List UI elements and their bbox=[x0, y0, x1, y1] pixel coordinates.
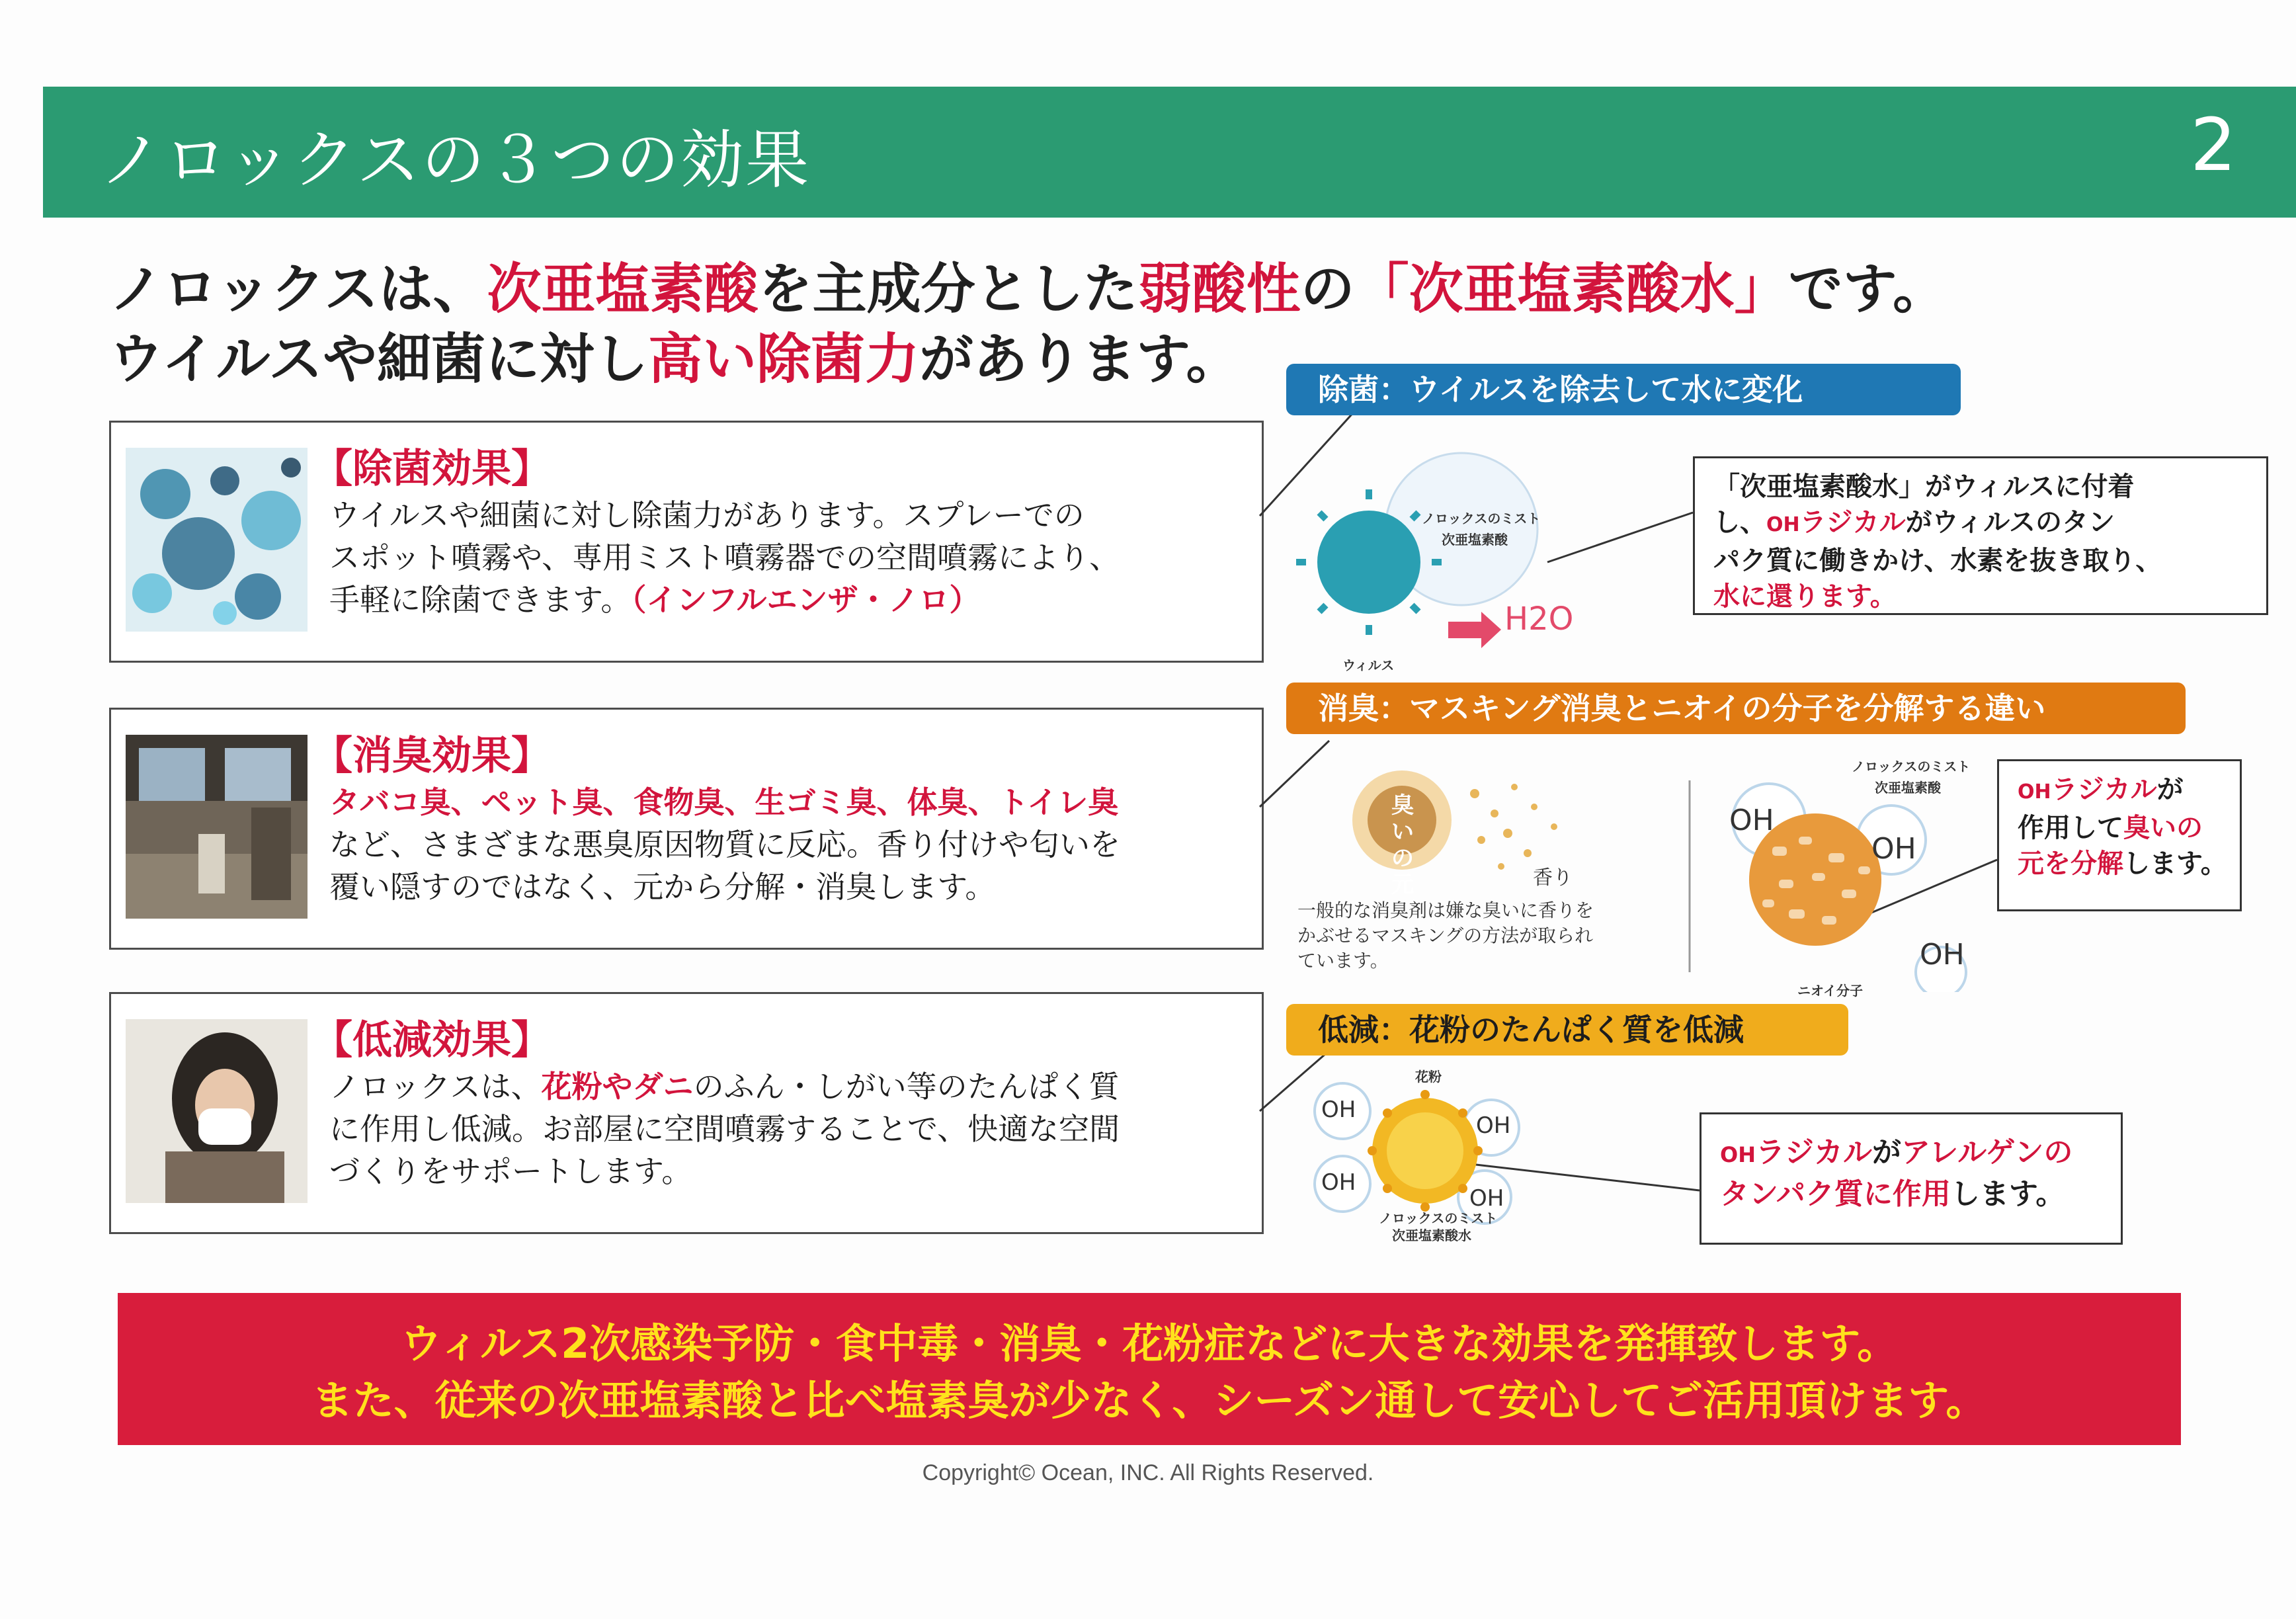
callout-text: がウィルスのタン bbox=[1905, 507, 2115, 538]
hypo-water-label: 次亜塩素酸水 bbox=[1392, 1227, 1471, 1243]
hypo-label-2: 次亜塩素酸 bbox=[1875, 780, 1941, 796]
lead-highlight: 「次亜塩素酸水」 bbox=[1354, 258, 1789, 321]
mist-label-3: ノロックスのミスト bbox=[1379, 1210, 1498, 1226]
card-text: ウイルスや細菌に対し除菌力があります。スプレーでの bbox=[329, 497, 1085, 533]
card-text: づくりをサポートします。 bbox=[329, 1153, 692, 1189]
callout-text: します。 bbox=[2123, 849, 2227, 879]
callout-text: が bbox=[2156, 774, 2184, 805]
lead-text: があります。 bbox=[919, 328, 1241, 391]
card-text: 覆い隠すのではなく、元から分解・消臭します。 bbox=[329, 869, 996, 905]
callout-highlight: 元を分解 bbox=[2018, 849, 2123, 879]
oh-label: OH bbox=[1321, 1169, 1356, 1196]
oh-label: OH bbox=[1476, 1112, 1511, 1139]
oh-label: OH bbox=[1321, 1097, 1356, 1123]
page-title: ノロックスの３つの効果 bbox=[99, 123, 811, 197]
callout-odor bbox=[1997, 759, 2242, 911]
lead-text: ウイルスや細菌に対し bbox=[109, 328, 649, 391]
callout-highlight: 臭いの bbox=[2123, 813, 2203, 843]
card-text: ノロックスは、 bbox=[329, 1069, 542, 1104]
banner-deodorize: 消臭：マスキング消臭とニオイの分子を分解する違い bbox=[1286, 683, 2186, 734]
callout-highlight: OH bbox=[2018, 780, 2051, 804]
card-text: に作用し低減。お部屋に空間噴霧することで、快適な空間 bbox=[329, 1111, 1120, 1147]
callout-text: 作用して bbox=[2018, 813, 2123, 843]
odor-source-label bbox=[1384, 792, 1421, 898]
mist-label-2: ノロックスのミスト bbox=[1852, 759, 1971, 774]
lead-text: ノロックスは、 bbox=[109, 258, 487, 321]
odor-molecule-label: ニオイ分子 bbox=[1797, 983, 1863, 999]
summary-line-1: ウィルス2次感染予防・食中毒・消臭・花粉症などに大きな効果を発揮致します。 bbox=[400, 1319, 1899, 1368]
lead-highlight: 次亜塩素酸 bbox=[487, 258, 758, 321]
card-highlight: （インフルエンザ・ノロ） bbox=[631, 582, 980, 618]
oh-label: OH bbox=[1729, 804, 1774, 837]
card-text: スポット噴霧や、専用ミスト噴霧器での空間噴霧により、 bbox=[329, 540, 1120, 575]
fragrance-label: 香り bbox=[1533, 866, 1573, 890]
callout-highlight: タンパク質に作用 bbox=[1720, 1177, 1951, 1211]
mist-label: ノロックスのミスト bbox=[1422, 511, 1541, 526]
callout-highlight: アレルゲンの bbox=[1901, 1136, 2073, 1169]
virus-diagram bbox=[1290, 436, 1607, 675]
card-highlight: タバコ臭、ペット臭、食物臭、生ゴミ臭、体臭、トイレ臭 bbox=[329, 784, 1119, 820]
lead-highlight: 弱酸性 bbox=[1137, 258, 1301, 321]
callout-text: し、 bbox=[1713, 507, 1766, 538]
note-text: ています。 bbox=[1297, 950, 1389, 972]
callout-highlight: 水に還ります。 bbox=[1713, 581, 1897, 612]
callout-highlight: ラジカル bbox=[1799, 507, 1906, 538]
card-highlight: 花粉やダニ bbox=[541, 1069, 694, 1104]
card-text: のふん・しがい等のたんぱく質 bbox=[693, 1069, 1120, 1104]
lead-text: を主成分とした bbox=[758, 258, 1138, 321]
pollen-label: 花粉 bbox=[1415, 1069, 1442, 1085]
card-text: など、さまざまな悪臭原因物質に反応。香り付けや匂いを bbox=[329, 827, 1120, 862]
card-heading: 【除菌効果】 bbox=[313, 446, 551, 492]
callout-text: パク質に働きかけ、水素を抜き取り、 bbox=[1713, 546, 2162, 576]
copyright: Copyright© Ocean, INC. All Rights Reserved. bbox=[922, 1460, 1374, 1485]
callout-highlight: ラジカル bbox=[1755, 1136, 1872, 1169]
callout-text: が bbox=[1871, 1136, 1901, 1169]
h2o-label: H2O bbox=[1504, 601, 1574, 638]
callout-highlight: OH bbox=[1720, 1142, 1756, 1167]
oh-label: OH bbox=[1469, 1185, 1504, 1212]
card-heading: 【低減効果】 bbox=[313, 1017, 551, 1063]
odor-source-text: 臭い bbox=[1391, 792, 1414, 845]
banner-reduction: 低減：花粉のたんぱく質を低減 bbox=[1286, 1004, 1848, 1056]
note-text: 一般的な消臭剤は嫌な臭いに香りを bbox=[1297, 899, 1594, 921]
masking-note bbox=[1297, 898, 1594, 974]
banner-disinfection: 除菌：ウイルスを除去して水に変化 bbox=[1286, 364, 1961, 415]
summary-line-2: また、従来の次亜塩素酸と比べ塩素臭が少なく、シーズン通して安心してご活用頂けます。 bbox=[311, 1376, 1987, 1425]
odor-source-text: の元 bbox=[1391, 845, 1414, 898]
lead-text: です。 bbox=[1788, 258, 1948, 321]
callout-virus bbox=[1693, 456, 2268, 615]
virus-label: ウィルス bbox=[1342, 657, 1395, 673]
callout-text: します。 bbox=[1950, 1177, 2065, 1211]
oh-label: OH bbox=[1920, 938, 1965, 972]
note-text: かぶせるマスキングの方法が取られ bbox=[1297, 925, 1594, 946]
card-text: 手軽に除菌できます。 bbox=[329, 582, 632, 618]
card-heading: 【消臭効果】 bbox=[313, 733, 551, 779]
hypo-label: 次亜塩素酸 bbox=[1442, 532, 1508, 548]
lead-text: の bbox=[1300, 258, 1355, 321]
callout-highlight: OH bbox=[1766, 513, 1800, 536]
lead-highlight: 高い除菌力 bbox=[648, 328, 920, 391]
callout-pollen bbox=[1700, 1112, 2123, 1245]
callout-highlight: ラジカル bbox=[2051, 774, 2157, 805]
callout-text: 「次亜塩素酸水」がウィルスに付着 bbox=[1713, 472, 2135, 502]
oh-label: OH bbox=[1871, 832, 1916, 866]
page-number: 2 bbox=[2190, 103, 2236, 187]
